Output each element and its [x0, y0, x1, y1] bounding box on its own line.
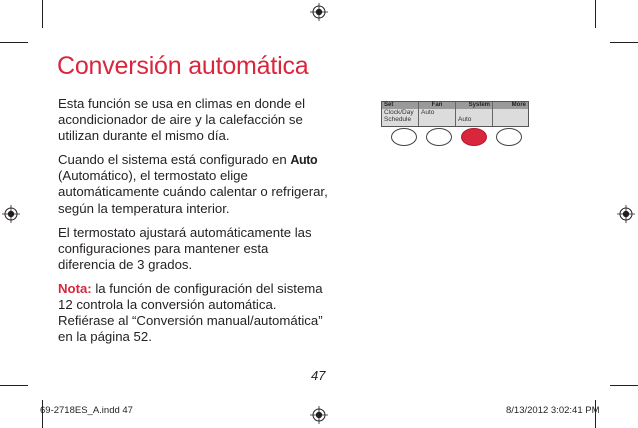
- set-header: Set: [382, 102, 418, 109]
- set-schedule-label: Schedule: [384, 116, 412, 123]
- fan-column: [419, 102, 456, 126]
- note-paragraph: [58, 281, 328, 345]
- system-value: Auto: [458, 116, 472, 123]
- thermostat-button-system-highlighted: [461, 128, 487, 146]
- page-number: 47: [311, 368, 326, 383]
- more-header: More: [493, 102, 528, 109]
- page-title: Conversión automática: [57, 52, 309, 80]
- paragraph-intro: Esta función se usa en climas en donde el acondicionador de aire y la calefacción se utilizan durante el mismo día.: [58, 96, 306, 144]
- crop-mark: [610, 385, 638, 386]
- slug-timestamp: 8/13/2012 3:02:41 PM: [506, 405, 600, 416]
- paragraph-adjust: El termostato ajustará automáticamente las configuraciones para mantener esta diferencia de 3 grados.: [58, 224, 312, 272]
- thermostat-display-illustration: [381, 101, 529, 127]
- set-column: [382, 102, 419, 126]
- crop-mark: [0, 385, 28, 386]
- registration-mark-icon: [310, 406, 328, 424]
- thermostat-button-1: [391, 128, 417, 146]
- auto-keyword: Auto: [290, 153, 318, 168]
- crop-mark: [42, 0, 43, 28]
- thermostat-button-2: [426, 128, 452, 146]
- fan-header: Fan: [419, 102, 455, 109]
- system-header: System: [456, 102, 492, 109]
- crop-mark: [595, 0, 596, 28]
- note-label: Nota:: [58, 280, 92, 296]
- registration-mark-icon: [617, 205, 635, 223]
- body-text: [58, 96, 328, 353]
- set-clock-label: Clock/Day: [384, 109, 414, 116]
- system-column: [456, 102, 493, 126]
- thermostat-button-4: [496, 128, 522, 146]
- paragraph-auto-mode: [58, 152, 328, 216]
- registration-mark-icon: [2, 205, 20, 223]
- more-column: [493, 102, 528, 126]
- note-text: la función de configuración del sistema 12 controla la conversión automática. Refiérase al “Conversión manual/automática” en la página 52.: [58, 280, 323, 345]
- crop-mark: [0, 42, 28, 43]
- crop-mark: [610, 42, 638, 43]
- fan-value: Auto: [421, 109, 435, 116]
- paragraph-text: (Automático), el termostato elige automáticamente cuándo calentar o refrigerar, según la temperatura interior.: [58, 168, 328, 216]
- registration-mark-icon: [310, 3, 328, 21]
- slug-filename: 69-2718ES_A.indd 47: [40, 405, 133, 416]
- paragraph-text: Cuando el sistema está configurado en: [58, 152, 291, 168]
